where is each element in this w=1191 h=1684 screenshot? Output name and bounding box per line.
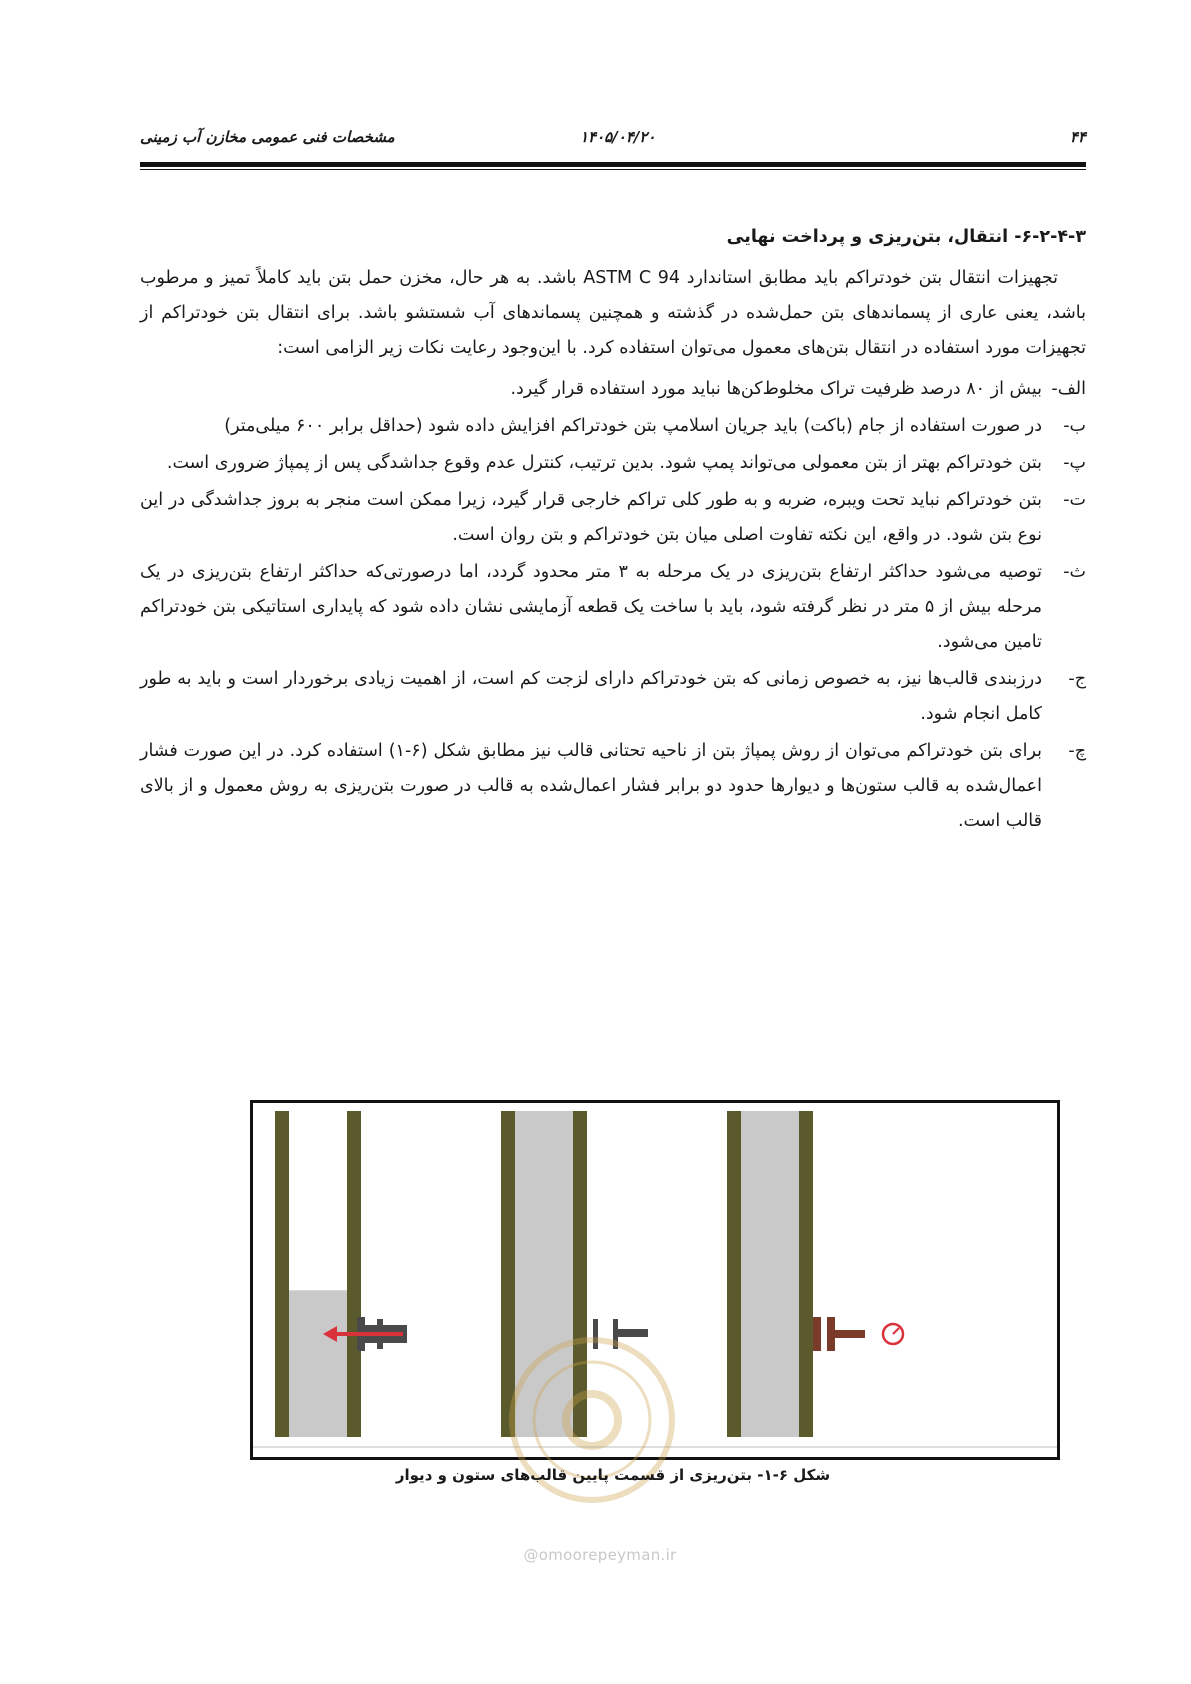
list-marker: ج-: [1068, 669, 1086, 689]
list-text: بیش از ۸۰ درصد ظرفیت تراک مخلوط‌کن‌ها نباید مورد استفاده قرار گیرد.: [510, 379, 1042, 399]
header-rule-thin: [140, 169, 1086, 170]
list-item: [140, 409, 1086, 444]
section-title: ۶-۲-۴-۳- انتقال، بتن‌ریزی و پرداخت نهایی: [726, 227, 1086, 247]
pipe-flange: [827, 1317, 835, 1351]
section-body: [140, 220, 1086, 841]
list-text: برای بتن خودتراکم می‌توان از روش پمپاژ بتن از ناحیه تحتانی قالب نیز مطابق شکل (۶-۱) استفاده کرد. در این صورت فشار اعمال‌شده به قالب ستون‌ها و دیوارها حدود دو برابر فشار اعمال‌شده به قالب در صورت بتن‌ریزی به روش معمول و از بالای قالب است.: [140, 741, 1042, 831]
list-item: [140, 662, 1086, 732]
pipe-flange: [813, 1317, 821, 1351]
list-text: بتن خودتراکم نباید تحت ویبره، ضربه و به طور کلی تراکم خارجی قرار گیرد، زیرا ممکن است منجر به بروز جداشدگی در این نوع بتن شود. در واقع، این نکته تفاوت اصلی میان بتن خودتراکم و بتن روان است.: [140, 490, 1042, 545]
list-text: در صورت استفاده از جام (باکت) باید جریان اسلامپ بتن خودتراکم افزایش داده شود (حداقل برابر ۶۰۰ میلی‌متر): [224, 416, 1042, 436]
header-rule: [140, 162, 1086, 167]
form-wall-left: [727, 1111, 741, 1437]
concrete-fill: [739, 1111, 807, 1437]
page-header: [140, 128, 1086, 156]
list-item: [140, 555, 1086, 660]
figure-caption: شکل ۶-۱- بتن‌ریزی از قسمت پایین قالب‌های ستون و دیوار: [395, 1466, 831, 1484]
page-number: ۴۴: [1069, 128, 1086, 146]
list-text: درزبندی قالب‌ها نیز، به خصوص زمانی که بتن خودتراکم دارای لزجت کم است، از اهمیت زیادی برخوردار است و باید به طور کامل انجام شود.: [140, 669, 1042, 724]
form-wall-right: [347, 1111, 361, 1437]
list-marker: ب-: [1063, 416, 1086, 436]
formwork-panel-partial: [275, 1111, 407, 1437]
list-text: بتن خودتراکم بهتر از بتن معمولی می‌تواند پمپ شود. بدین ترتیب، کنترل عدم وقوع جداشدگی پس از پمپاژ ضروری است.: [166, 453, 1042, 473]
list-marker: ت-: [1063, 490, 1086, 510]
formwork-panel-valve: [727, 1111, 903, 1437]
form-wall-right: [799, 1111, 813, 1437]
valve-needle: [893, 1328, 899, 1334]
list-item: [140, 483, 1086, 553]
list-marker: پ-: [1063, 453, 1086, 473]
list-text: توصیه می‌شود حداکثر ارتفاع بتن‌ریزی در یک مرحله به ۳ متر محدود گردد، اما درصورتی‌که حداکثر ارتفاع بتن‌ریزی در یک مرحله بیش از ۵ متر در نظر گرفته شود، باید با ساخت یک قطعه آزمایشی نشان داده شود که پایداری استاتیکی بتن خودتراکم تامین می‌شود.: [140, 562, 1042, 652]
form-wall-left: [275, 1111, 289, 1437]
requirements-list: [140, 372, 1086, 839]
list-item: [140, 372, 1086, 407]
intro-paragraph: تجهیزات انتقال بتن خودتراکم باید مطابق استاندارد ASTM C 94 باشد. به هر حال، مخزن حمل بتن باید کاملاً تمیز و مرطوب باشد، یعنی عاری از پسماندهای بتن حمل‌شده در گذشته و همچنین پسماندهای آب شستشو باشد. برای انتقال بتن خودتراکم از تجهیزات مورد استفاده در انتقال بتن‌های معمول می‌توان استفاده کرد. با این‌وجود رعایت نکات زیر الزامی است:: [140, 268, 1086, 358]
header-title: مشخصات فنی عمومی مخازن آب زمینی: [140, 128, 395, 146]
list-marker: الف-: [1051, 379, 1086, 399]
header-date: ۱۴۰۵/۰۴/۲۰: [580, 128, 656, 146]
pipe-body: [835, 1330, 865, 1338]
watermark-text: @omoorepeyman.ir: [523, 1546, 677, 1564]
list-marker: ث-: [1063, 562, 1086, 582]
list-item: [140, 446, 1086, 481]
concrete-fill: [289, 1290, 357, 1437]
list-item: [140, 734, 1086, 839]
list-marker: چ-: [1068, 741, 1086, 761]
